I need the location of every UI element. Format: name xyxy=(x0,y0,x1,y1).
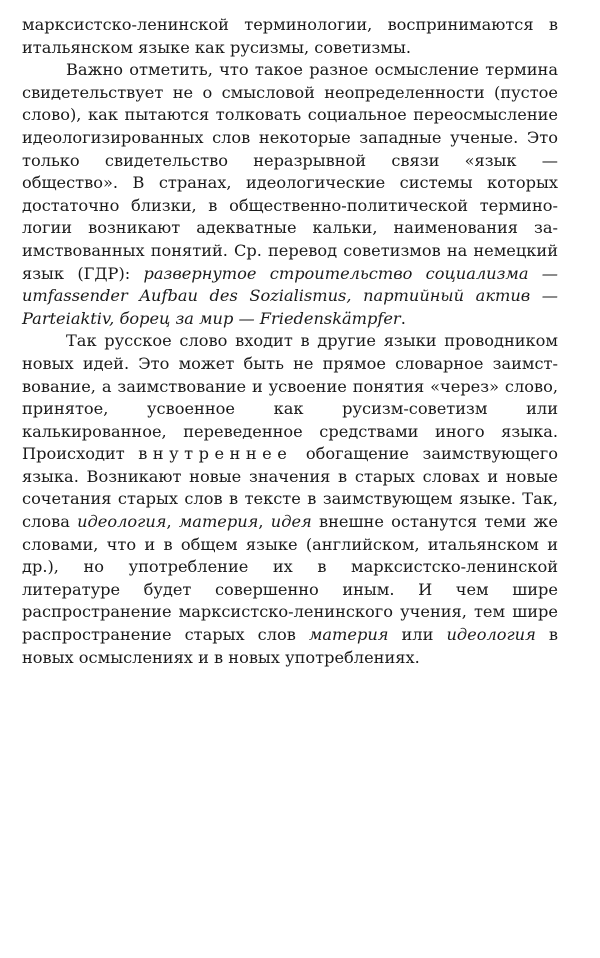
italic-examples: развернутое строительство социализма — umfassender Aufbau des Sozialismus, партийный актив — Parteiaktiv, борец за мир — Friedenskämpfer xyxy=(22,263,558,328)
text-segment: или xyxy=(388,625,447,645)
italic-word: идея xyxy=(270,512,312,532)
paragraph-terminology xyxy=(22,59,558,330)
text-segment: в новых осмыслениях и в новых употреблениях. xyxy=(22,625,558,667)
text-segment: , xyxy=(258,512,271,532)
text-segment: обогащение заимствующего языка. Возникают новые значения в старых словах и новые сочетания старых слов в тексте в заимствующем языке. Так, слова xyxy=(22,444,558,532)
text-segment: , xyxy=(166,512,179,532)
text-segment: марксистско-ленинской терминологии, воспринимаются в итальянском языке как русизмы, советизмы. xyxy=(22,15,558,57)
italic-word: идеология xyxy=(77,512,167,532)
text-segment: внешне останутся теми же словами, что и в общем языке (английском, итальянском и др.), но употребление их в марксистско-ленинской литературе будет совершенно иным. И чем шире распространение марксистско-ленинского учения, тем шире распространение старых слов xyxy=(22,512,558,645)
italic-word: материя xyxy=(308,625,389,645)
italic-word: идеология xyxy=(446,625,536,645)
paragraph-continuation xyxy=(22,14,558,59)
text-segment: Так русское слово входит в другие языки проводником новых идей. Это может быть не прямое словарное заимствование, а заимствование и усвоение понятия «через» слово, принятое, усвоенное как русизм-советизм или калькированное, переведенное средствами иного языка. Происходит xyxy=(22,331,558,464)
italic-word: материя xyxy=(178,512,259,532)
paragraph-russian-word xyxy=(22,330,558,669)
document-page xyxy=(22,14,558,669)
text-segment: Важно отметить, что такое разное осмысление термина свидетельствует не о смысловой неопределенности (пустое слово), как пытаются толковать социальное переосмысление идеологизированных слов некоторые западные ученые. Это только свидетельство неразрывной связи «язык — общество». В странах, идеологические системы которых достаточно близки, в общественно-политической терминологии возникают адекватные кальки, наименования заимствованных понятий. Ср. перевод советизмов на немецкий язык (ГДР): xyxy=(22,60,558,283)
spaced-emphasis: внутреннее xyxy=(138,444,293,464)
text-segment: . xyxy=(400,308,406,328)
